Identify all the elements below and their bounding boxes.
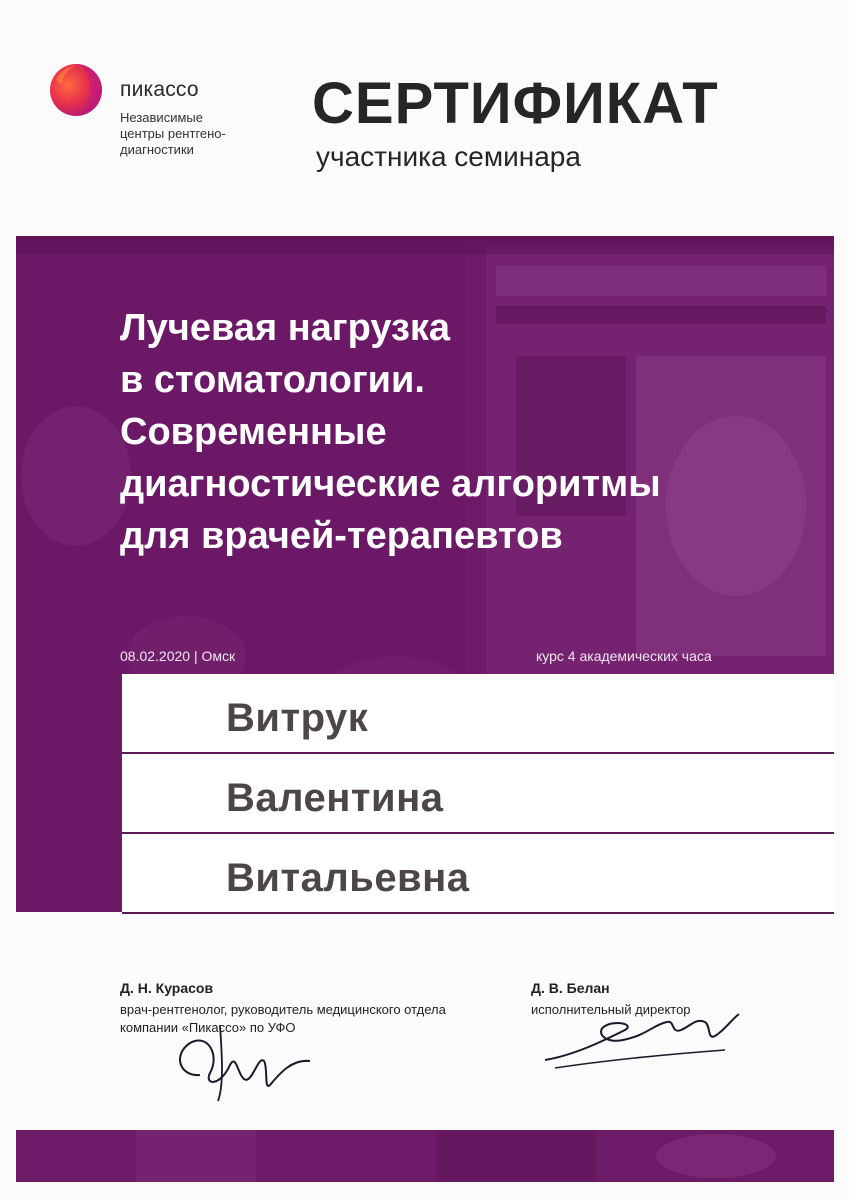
- signatory-2-role-line: исполнительный директор: [531, 1002, 691, 1017]
- participant-surname: Витрук: [226, 696, 369, 740]
- signatory-2-name: Д. В. Белан: [531, 980, 610, 996]
- participant-first-name: Валентина: [226, 776, 444, 820]
- footer-band: [16, 1130, 834, 1182]
- surname-row: [122, 674, 834, 754]
- course-title-line: для врачей-терапевтов: [120, 515, 563, 557]
- participant-patronymic: Витальевна: [226, 856, 470, 900]
- course-title-line: в стоматологии.: [120, 359, 425, 401]
- date-place: 08.02.2020 | Омск: [120, 648, 236, 664]
- patronymic-row: [122, 834, 834, 914]
- brand-tagline-line: Независимые: [120, 110, 203, 125]
- brand-name: пикассо: [120, 78, 199, 101]
- course-duration: курс 4 академических часа: [536, 648, 712, 664]
- brand-tagline-line: центры рентгено-: [120, 126, 226, 141]
- certificate-subtitle: участника семинара: [316, 141, 581, 172]
- signatory-1-name: Д. Н. Курасов: [120, 980, 214, 996]
- course-title-line: Современные: [120, 411, 387, 453]
- course-title: [120, 302, 800, 562]
- certificate-title: СЕРТИФИКАТ: [312, 71, 719, 136]
- brand-tagline: [120, 110, 300, 158]
- participant-name-box: [122, 674, 834, 912]
- signatory-1-role-line: врач-рентгенолог, руководитель медицинского отдела: [120, 1002, 446, 1017]
- signature-2-icon: [535, 1000, 745, 1075]
- brand-tagline-line: диагностики: [120, 142, 194, 157]
- signatory-1-role-line: компании «Пикассо» по УФО: [120, 1020, 296, 1035]
- picasso-logo-icon: [48, 62, 104, 118]
- course-title-line: Лучевая нагрузка: [120, 307, 451, 349]
- signature-1-icon: [160, 1015, 340, 1105]
- first-name-row: [122, 754, 834, 834]
- footer-artwork: [16, 1130, 834, 1182]
- course-title-line: диагностические алгоритмы: [120, 463, 661, 505]
